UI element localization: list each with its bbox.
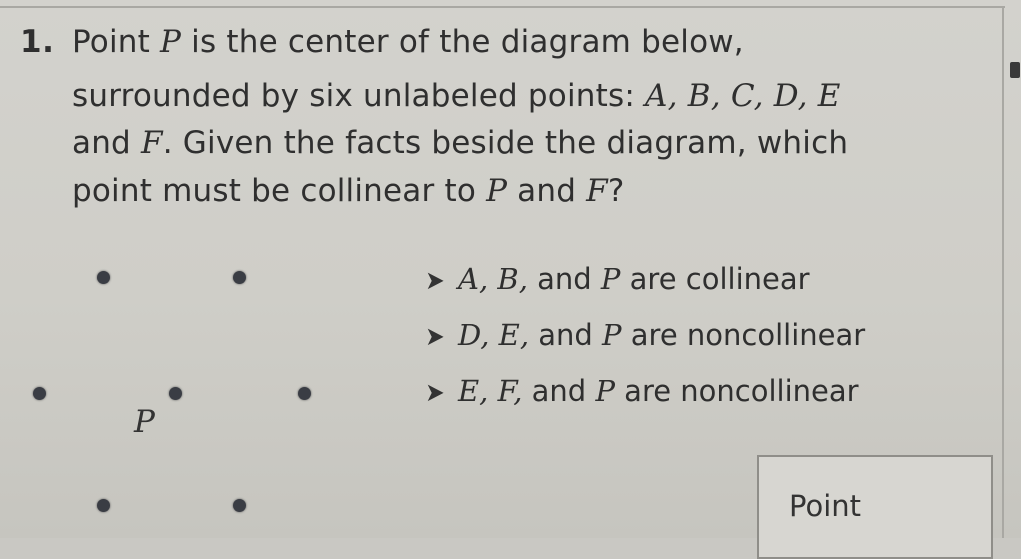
point-top-right [233,271,246,284]
question-line-2 [72,78,841,114]
arrow-bullet-icon: ➤ [425,378,445,408]
point-center-p [169,387,182,400]
fact-text: are noncollinear [621,318,866,352]
arrow-bullet-icon: ➤ [425,322,445,352]
point-top-left [97,271,110,284]
point-bottom-left [97,499,110,512]
question-line-4 [72,173,625,209]
question-text: is the center of the diagram below, [181,24,744,60]
question-line-1 [72,24,744,60]
question-text: surrounded by six unlabeled points: [72,78,646,114]
fact-var: P [602,318,622,352]
right-border-line [1002,6,1004,538]
question-text: point must be collinear to [72,173,487,209]
point-bottom-right [233,499,246,512]
question-text: and [507,173,587,209]
fact-vars: D, E, [458,318,530,352]
edge-mark [1010,62,1020,78]
question-number: 1. [20,24,55,60]
arrow-bullet-icon: ➤ [425,266,445,296]
fact-text: and [529,318,603,352]
fact-2 [424,318,865,352]
question-text: ? [607,173,625,209]
fact-var: P [595,374,615,408]
fact-3 [424,374,859,408]
variable-list: A, B, C, D, E [645,78,841,114]
fact-text: are noncollinear [614,374,859,408]
answer-label: Point [789,489,862,523]
question-text: Point [72,24,161,60]
fact-text: are collinear [620,262,810,296]
variable-f: F [586,173,608,209]
question-line-3 [72,125,848,161]
answer-box[interactable] [757,455,993,559]
point-middle-left [33,387,46,400]
question-text: and [72,125,141,161]
variable-p: P [486,173,508,209]
variable-p: P [160,24,182,60]
variable-f: F [140,125,163,161]
fact-1 [424,262,810,296]
center-point-label: P [134,404,155,440]
fact-text: and [522,374,596,408]
fact-text: and [527,262,601,296]
top-border-line [0,6,1005,8]
fact-vars: A, B, [458,262,528,296]
point-middle-right [298,387,311,400]
fact-vars: E, F, [458,374,523,408]
fact-var: P [600,262,621,296]
question-text: . Given the facts beside the diagram, which [162,125,849,161]
